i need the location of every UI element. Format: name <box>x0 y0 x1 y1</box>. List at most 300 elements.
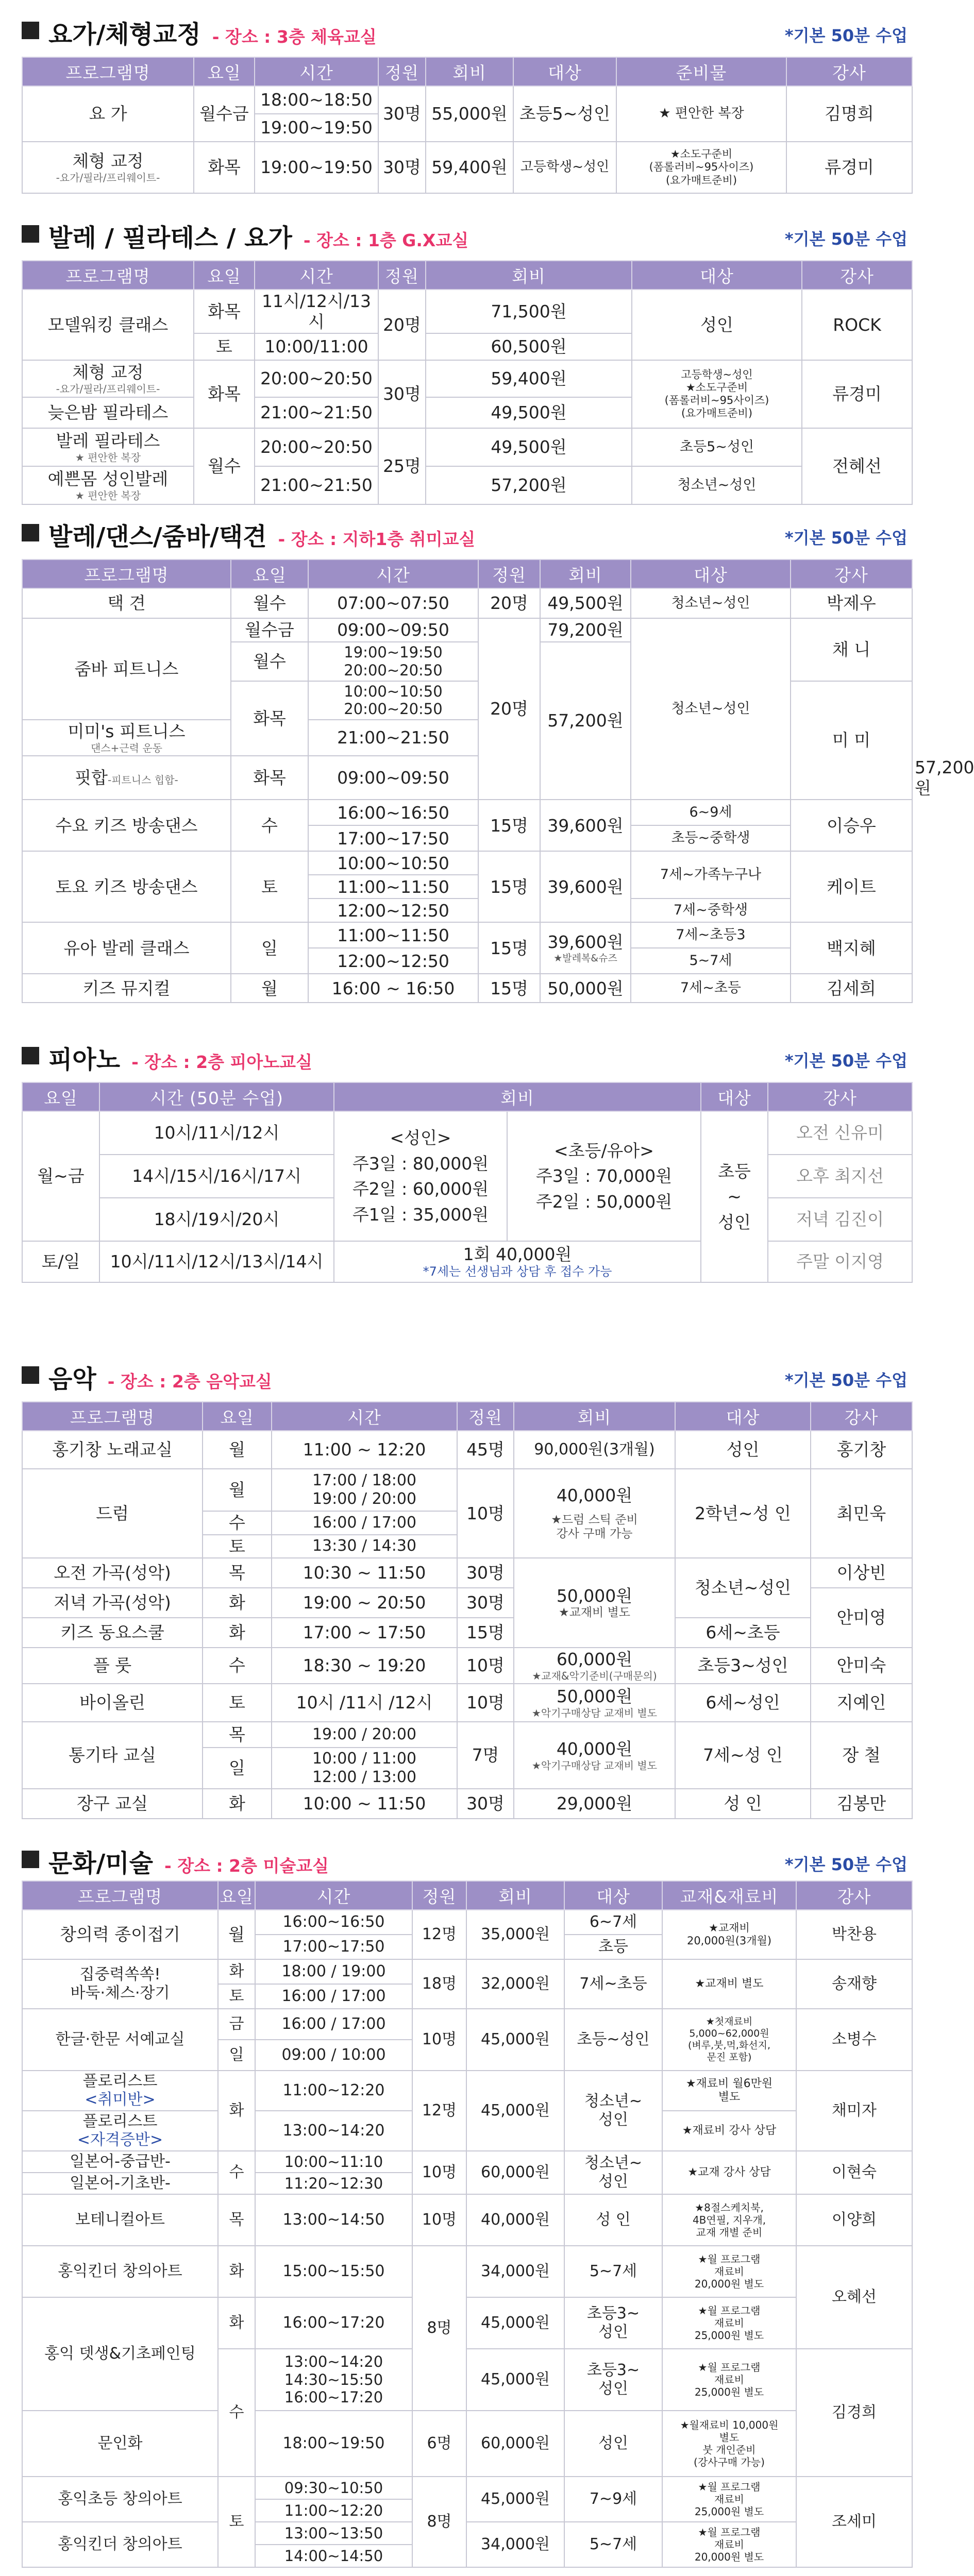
table-row <box>22 1241 912 1282</box>
teacher-cell: 박제우 <box>791 588 912 618</box>
capacity-cell: 7명 <box>457 1722 514 1789</box>
capacity-cell: 15명 <box>457 1618 514 1648</box>
capacity-cell: 10명 <box>412 2151 466 2194</box>
material-cell: ★월 프로그램 재료비 25,000원 별도 <box>662 2297 796 2349</box>
day-cell: 화목 <box>194 290 255 333</box>
teacher-cell: 안미숙 <box>811 1648 912 1684</box>
day-cell: 수 <box>231 800 308 851</box>
target-cell: 6~9세 <box>631 800 791 825</box>
col-header: 요일 <box>194 57 255 86</box>
teacher-cell: 안미영 <box>811 1588 912 1648</box>
schedule-table <box>22 260 913 505</box>
time-cell: 16:00 ~ 16:50 <box>308 974 478 1003</box>
day-cell: 화 <box>218 2297 255 2349</box>
teacher-cell: 김경희 <box>796 2349 912 2477</box>
time-cell: 13:30 / 14:30 <box>272 1535 457 1558</box>
program-name: 홍익킨더 창의아트 <box>22 2246 218 2297</box>
table-row <box>22 1111 912 1155</box>
col-header: 시간 <box>272 1402 457 1431</box>
program-subtitle: -요가/필라/프리웨이트- <box>56 382 160 395</box>
time-cell: 19:00~19:50 <box>255 142 378 193</box>
col-header: 강사 <box>802 261 912 290</box>
program-subtitle: <취미반> <box>85 2091 156 2109</box>
col-header: 프로그램명 <box>22 560 231 588</box>
fee-cell: 45,000원 <box>466 2071 564 2151</box>
class-length-note: *기본 50분 수업 <box>784 26 908 45</box>
time-cell: 19:00 ~ 20:50 <box>272 1588 457 1618</box>
day-cell: 월수금 <box>194 86 255 142</box>
day-cell: 일 <box>218 2040 255 2071</box>
col-header: 대상 <box>701 1082 768 1111</box>
target-cell: 초등~성인 <box>564 2009 662 2071</box>
adult-fee-cell: <성인> 주3일 : 80,000원 주2일 : 60,000원 주1일 : 35,000원 <box>334 1111 507 1241</box>
time-cell: 19:00~19:50 <box>255 114 378 142</box>
day-cell: 수 <box>203 1648 272 1684</box>
col-header: 회비 <box>426 261 632 290</box>
time-cell: 17:00 / 18:00 19:00 / 20:00 <box>272 1469 457 1511</box>
day-cell: 화 <box>203 1618 272 1648</box>
section-title: 문화/미술 - 장소 : 2층 미술교실 <box>48 1849 329 1878</box>
teacher-cell: 류경미 <box>802 360 912 428</box>
day-cell: 화 <box>218 1959 255 1984</box>
capacity-cell: 8명 <box>412 2477 466 2567</box>
time-cell: 16:00~16:50 <box>255 1910 412 1935</box>
day-cell: 수 <box>218 2349 255 2477</box>
target-cell: 청소년~성인 <box>632 466 802 504</box>
capacity-cell: 15명 <box>478 800 540 851</box>
section-title: 피아노 - 장소 : 2층 피아노교실 <box>48 1045 312 1074</box>
day-cell: 월수 <box>231 588 308 618</box>
capacity-cell: 12명 <box>412 2071 466 2151</box>
col-header: 대상 <box>631 560 791 588</box>
program-name: 홍익초등 창의아트 <box>22 2477 218 2522</box>
time-cell: 13:00~14:50 <box>255 2194 412 2246</box>
fee-cell: 49,500원 <box>540 588 631 618</box>
day-cell: 화목 <box>194 142 255 193</box>
fee-cell: 39,600원 ★발레복&슈즈 <box>540 922 631 974</box>
fee-cell: 32,000원 <box>466 1959 564 2009</box>
capacity-cell: 20명 <box>478 588 540 618</box>
time-cell: 12:00~12:50 <box>308 948 478 974</box>
time-cell: 10시/11시/12시 <box>99 1111 334 1155</box>
day-cell: 월수금 <box>231 618 308 642</box>
program-name: 수요 키즈 방송댄스 <box>22 800 231 851</box>
program-name: 장구 교실 <box>22 1789 203 1819</box>
program-name: 핏합-피트니스 힙합- <box>22 756 231 800</box>
table-row <box>22 2071 912 2111</box>
section-header <box>22 1839 912 1886</box>
time-cell: 15:00~15:50 <box>255 2246 412 2297</box>
fee-cell: 60,000원 <box>466 2411 564 2477</box>
section-music <box>22 1355 912 1870</box>
fee-cell: 45,000원 <box>466 2349 564 2411</box>
bullet-square-icon <box>22 1047 39 1064</box>
col-header: 교재&재료비 <box>662 1881 796 1910</box>
time-cell: 10:00 ~ 11:50 <box>272 1789 457 1819</box>
teacher-cell: ROCK <box>802 290 912 360</box>
time-cell: 11:00~11:50 <box>308 922 478 948</box>
fee-cell: 29,000원 <box>514 1789 675 1819</box>
bullet-square-icon <box>22 1366 39 1384</box>
time-cell: 18:00~19:50 <box>255 2411 412 2477</box>
program-name: 창의력 종이접기 <box>22 1910 218 1959</box>
teacher-cell: 케이트 <box>791 851 912 922</box>
fee-cell: 50,000원 ★교재비 별도 <box>514 1558 675 1648</box>
day-cell: 목 <box>218 2194 255 2246</box>
time-cell: 10시/11시/12시/13시/14시 <box>99 1241 334 1282</box>
time-cell: 11:00~11:50 <box>308 875 478 899</box>
program-name: 키즈 동요스쿨 <box>22 1618 203 1648</box>
fee-cell: 39,600원 <box>540 800 631 851</box>
target-cell: 고등학생~성인 ★소도구준비 (폼롤러비~95사이즈) (요가매트준비) <box>632 360 802 428</box>
table-row <box>22 1469 912 1511</box>
table-header-row <box>22 1402 912 1431</box>
fee-cell: 34,000원 <box>466 2522 564 2567</box>
col-header: 정원 <box>378 57 426 86</box>
fee-cell: 49,500원 <box>426 397 632 428</box>
fee-cell: 60,000원 ★교재&악기준비(구매문의) <box>514 1648 675 1684</box>
time-cell: 09:00~09:50 <box>308 756 478 800</box>
table-row <box>22 2411 912 2477</box>
program-subtitle: 댄스+근력 운동 <box>90 741 163 754</box>
fee-cell: 40,000원 ★악기구매상담 교재비 별도 <box>514 1722 675 1789</box>
fee-cell: 60,500원 <box>426 333 632 360</box>
class-length-note: *기본 50분 수업 <box>784 528 908 548</box>
teacher-cell: 송재향 <box>796 1959 912 2009</box>
teacher-cell: 지예인 <box>811 1684 912 1722</box>
material-cell: ★교재 강사 상담 <box>662 2151 796 2194</box>
day-cell: 수 <box>203 1511 272 1535</box>
fee-cell: 39,600원 <box>540 851 631 922</box>
program-name: 저녁 가곡(성악) <box>22 1588 203 1618</box>
col-header: 시간 <box>255 261 378 290</box>
teacher-cell: 김세희 <box>791 974 912 1003</box>
time-cell: 19:00~19:50 20:00~20:50 <box>308 642 478 681</box>
col-header: 정원 <box>378 261 426 290</box>
program-name: 한글·한문 서예교실 <box>22 2009 218 2071</box>
material-cell: ★첫재료비 5,000~62,000원 (벼루,붓,먹,화선지, 문진 포함) <box>662 2009 796 2071</box>
program-name: 보테니컬아트 <box>22 2194 218 2246</box>
day-cell: 화 <box>203 1588 272 1618</box>
col-header: 요일 <box>194 261 255 290</box>
col-header: 회비 <box>334 1082 701 1111</box>
col-header: 강사 <box>786 57 912 86</box>
target-cell: 고등학생~성인 <box>513 142 616 193</box>
schedule-table <box>22 57 913 194</box>
time-cell: 11시/12시/13시 <box>255 290 378 333</box>
day-cell: 토 <box>218 1984 255 2009</box>
time-cell: 16:00~17:20 <box>255 2297 412 2349</box>
teacher-cell: 최민욱 <box>811 1469 912 1558</box>
time-cell: 19:00 / 20:00 <box>272 1722 457 1748</box>
time-cell: 17:00 ~ 17:50 <box>272 1618 457 1648</box>
target-cell: 성 인 <box>675 1789 811 1819</box>
capacity-cell: 6명 <box>412 2411 466 2477</box>
time-cell: 21:00~21:50 <box>255 397 378 428</box>
class-length-note: *기본 50분 수업 <box>784 1051 908 1071</box>
target-cell: 청소년~성인 <box>631 618 791 800</box>
material-cell: ★교재비 20,000원(3개월) <box>662 1910 796 1959</box>
target-cell: 초등 ~ 성인 <box>701 1111 768 1282</box>
section-header <box>22 513 912 559</box>
target-cell: 초등3~ 성인 <box>564 2349 662 2411</box>
teacher-cell: 채 니 <box>791 618 912 681</box>
day-cell: 월 <box>203 1469 272 1511</box>
bullet-square-icon <box>22 1851 39 1868</box>
day-cell: 화목 <box>231 681 308 756</box>
material-cell: ★월 프로그램 재료비 20,000원 별도 <box>662 2522 796 2567</box>
table-row <box>22 360 912 397</box>
program-name: 택 견 <box>22 588 231 618</box>
target-cell: 성 인 <box>564 2194 662 2246</box>
target-cell: 초등~중학생 <box>631 825 791 851</box>
material-cell: ★월 프로그램 재료비 25,000원 별도 <box>662 2477 796 2522</box>
material-cell: ★월 프로그램 재료비 25,000원 별도 <box>662 2349 796 2411</box>
capacity-cell: 10명 <box>457 1684 514 1722</box>
table-header-row <box>22 1082 912 1111</box>
col-header: 시간 <box>255 57 378 86</box>
day-cell: 화목 <box>194 360 255 428</box>
fee-cell: 59,400원 <box>426 142 513 193</box>
time-cell: 17:00~17:50 <box>308 825 478 851</box>
teacher-cell: 장 철 <box>811 1722 912 1789</box>
day-cell: 목 <box>203 1722 272 1748</box>
time-cell: 16:00~16:50 <box>308 800 478 825</box>
col-header: 대상 <box>632 261 802 290</box>
target-cell: 초등5~성인 <box>632 428 802 466</box>
time-cell: 09:00 / 10:00 <box>255 2040 412 2071</box>
table-row <box>22 2246 912 2297</box>
col-header: 회비 <box>540 560 631 588</box>
time-cell: 18시/19시/20시 <box>99 1198 334 1241</box>
teacher-cell: 이상빈 <box>811 1558 912 1588</box>
time-cell: 20:00~20:50 <box>255 360 378 397</box>
col-header: 정원 <box>478 560 540 588</box>
col-header: 준비물 <box>616 57 786 86</box>
col-header: 회비 <box>466 1881 564 1910</box>
bullet-square-icon <box>22 225 39 243</box>
col-header: 대상 <box>513 57 616 86</box>
teacher-cell: 백지혜 <box>791 922 912 974</box>
time-cell: 11:00~12:20 <box>255 2499 412 2522</box>
table-row <box>22 922 912 948</box>
teacher-cell: 류경미 <box>786 142 912 193</box>
col-header: 강사 <box>811 1402 912 1431</box>
table-row <box>22 1618 912 1648</box>
section-yoga <box>22 10 912 187</box>
fee-cell: 40,000원 <box>466 2194 564 2246</box>
day-cell: 토 <box>231 851 308 922</box>
program-name: 예쁜몸 성인발레 ★ 편안한 복장 <box>22 466 194 504</box>
program-name: 바이올린 <box>22 1684 203 1722</box>
fee-note: ★교재&악기준비(구매문의) <box>532 1669 657 1682</box>
day-cell: 월 <box>203 1431 272 1469</box>
day-cell: 토 <box>203 1684 272 1722</box>
day-cell: 토/일 <box>22 1241 99 1282</box>
target-cell: 6~7세 <box>564 1910 662 1935</box>
col-header: 시간 <box>255 1881 412 1910</box>
teacher-cell: 저녁 김진이 <box>768 1198 912 1241</box>
table-row <box>22 588 912 618</box>
teacher-cell: 홍기창 <box>811 1431 912 1469</box>
teacher-cell: 김명희 <box>786 86 912 142</box>
target-cell: 청소년~성인 <box>631 588 791 618</box>
material-cell: ★재료비 월6만원 별도 <box>662 2071 796 2111</box>
col-header: 회비 <box>426 57 513 86</box>
target-cell: 성인 <box>632 290 802 360</box>
col-header: 요일 <box>231 560 308 588</box>
table-row <box>22 1722 912 1748</box>
col-header: 프로그램명 <box>22 57 194 86</box>
section-location: - 장소 : 2층 피아노교실 <box>131 1052 312 1072</box>
capacity-cell: 30명 <box>457 1789 514 1819</box>
col-header: 프로그램명 <box>22 1881 218 1910</box>
target-cell: 청소년~성인 <box>675 1558 811 1618</box>
day-cell: 월수 <box>231 642 308 681</box>
time-cell: 13:00~14:20 14:30~15:50 16:00~17:20 <box>255 2349 412 2411</box>
teacher-cell: 미 미 <box>791 681 912 800</box>
table-row <box>22 142 912 193</box>
capacity-cell: 10명 <box>457 1469 514 1558</box>
section-piano <box>22 1036 912 1283</box>
program-name: 플로리스트 <자격증반> <box>22 2111 218 2151</box>
fee-cell: 35,000원 <box>466 1910 564 1959</box>
time-cell: 12:00~12:50 <box>308 899 478 922</box>
prep-cell: ★ 편안한 복장 <box>616 86 786 142</box>
capacity-cell: 15명 <box>478 974 540 1003</box>
capacity-cell: 30명 <box>457 1558 514 1588</box>
day-cell: 화목 <box>231 756 308 800</box>
teacher-cell: 오후 최지선 <box>768 1155 912 1198</box>
fee-note: ★악기구매상담 교재비 별도 <box>531 1759 658 1772</box>
time-cell: 21:00~21:50 <box>308 720 478 756</box>
prep-cell: ★소도구준비 (폼롤러비~95사이즈) (요가매트준비) <box>616 142 786 193</box>
program-name: 모델워킹 클래스 <box>22 290 194 360</box>
section-title: 음악 - 장소 : 2층 음악교실 <box>48 1365 272 1394</box>
col-header: 대상 <box>675 1402 811 1431</box>
teacher-cell: 전혜선 <box>802 428 912 504</box>
program-name: 오전 가곡(성악) <box>22 1558 203 1588</box>
time-cell: 16:00 / 17:00 <box>255 1984 412 2009</box>
table-row <box>22 800 912 825</box>
time-cell: 10:00/11:00 <box>255 333 378 360</box>
table-row: 핏합-피트니스 힙합- 화목 09:00~09:50 57,200원 <box>22 756 912 800</box>
time-cell: 10:30 ~ 11:50 <box>272 1558 457 1588</box>
time-cell: 18:30 ~ 19:20 <box>272 1648 457 1684</box>
capacity-cell: 30명 <box>378 360 426 428</box>
fee-cell: 57,200원 <box>426 466 632 504</box>
class-length-note: *기본 50분 수업 <box>784 1370 908 1390</box>
fee-cell: 71,500원 <box>426 290 632 333</box>
fee-cell: 59,400원 <box>426 360 632 397</box>
fee-cell: 40,000원 ★드럼 스틱 준비 강사 구매 가능 <box>514 1469 675 1558</box>
section-location: - 장소 : 2층 미술교실 <box>164 1856 329 1876</box>
time-cell: 11:00~12:20 <box>255 2071 412 2111</box>
table-header-row <box>22 560 912 588</box>
time-cell: 10:00~11:10 <box>255 2151 412 2173</box>
fee-cell: 34,000원 <box>466 2246 564 2297</box>
time-cell: 17:00~17:50 <box>255 1935 412 1959</box>
table-row <box>22 1431 912 1469</box>
table-header-row <box>22 1881 912 1910</box>
capacity-cell: 25명 <box>378 428 426 504</box>
material-cell: ★재료비 강사 상담 <box>662 2111 796 2151</box>
teacher-cell: 오전 신유미 <box>768 1111 912 1155</box>
table-row <box>22 1959 912 1984</box>
capacity-cell: 10명 <box>457 1648 514 1684</box>
section-ballet-pilates <box>22 214 912 513</box>
capacity-cell: 30명 <box>378 142 426 193</box>
fee-cell: 90,000원(3개월) <box>514 1431 675 1469</box>
time-cell: 07:00~07:50 <box>308 588 478 618</box>
fee-cell: 45,000원 <box>466 2297 564 2349</box>
target-cell: 청소년~ 성인 <box>564 2071 662 2151</box>
section-dance <box>22 513 974 1028</box>
target-cell: 7세~중학생 <box>631 899 791 922</box>
capacity-cell: 30명 <box>457 1588 514 1618</box>
program-name: 유아 발레 클래스 <box>22 922 231 974</box>
day-cell: 금 <box>218 2009 255 2040</box>
program-name: 일본어-기초반- <box>22 2173 218 2194</box>
teacher-cell: 소병수 <box>796 2009 912 2071</box>
col-header: 강사 <box>768 1082 912 1111</box>
col-header: 프로그램명 <box>22 1402 203 1431</box>
time-cell: 14시/15시/16시/17시 <box>99 1155 334 1198</box>
target-cell: 6세~초등 <box>675 1618 811 1648</box>
target-cell: 7세~성 인 <box>675 1722 811 1789</box>
fee-cell: 60,000원 <box>466 2151 564 2194</box>
col-header: 강사 <box>796 1881 912 1910</box>
teacher-cell: 김봉만 <box>811 1789 912 1819</box>
fee-cell: 57,200원 <box>540 642 631 800</box>
fee-cell: 50,000원 ★악기구매상담 교재비 별도 <box>514 1684 675 1722</box>
time-cell: 13:00~14:20 <box>255 2111 412 2151</box>
day-cell: 월~금 <box>22 1111 99 1241</box>
class-length-note: *기본 50분 수업 <box>784 1855 908 1874</box>
table-header-row <box>22 57 912 86</box>
time-cell: 11:00 ~ 12:20 <box>272 1431 457 1469</box>
table-row <box>22 618 912 642</box>
time-cell: 10:00~10:50 <box>308 851 478 875</box>
kid-fee-cell: <초등/유아> 주3일 : 70,000원 주2일 : 50,000원 <box>507 1111 701 1241</box>
section-location: - 장소 : 2층 음악교실 <box>107 1371 272 1392</box>
day-cell: 일 <box>231 922 308 974</box>
schedule-table <box>22 1401 913 1819</box>
program-subtitle: -요가/필라/프리웨이트- <box>56 171 160 184</box>
program-name: 통기타 교실 <box>22 1722 203 1789</box>
section-title: 발레 / 필라테스 / 요가 - 장소 : 1층 G.X교실 <box>48 224 469 252</box>
fee-note: *7세는 선생님과 상담 후 접수 가능 <box>423 1264 612 1279</box>
target-cell: 초등3~ 성인 <box>564 2297 662 2349</box>
section-location: - 장소 : 3층 체육교실 <box>212 27 377 47</box>
section-header <box>22 10 912 57</box>
day-cell: 화 <box>203 1789 272 1819</box>
table-row <box>22 290 912 333</box>
time-cell: 10시 /11시 /12시 <box>272 1684 457 1722</box>
day-cell: 월수 <box>194 428 255 504</box>
program-subtitle: <자격증반> <box>77 2131 163 2149</box>
section-culture-art <box>22 1839 912 2576</box>
teacher-cell: 오혜선 <box>796 2246 912 2349</box>
col-header: 시간 <box>308 560 478 588</box>
col-header: 프로그램명 <box>22 261 194 290</box>
time-cell: 14:00~14:50 <box>255 2545 412 2567</box>
program-name: 늦은밤 필라테스 <box>22 397 194 428</box>
table-row <box>22 2522 912 2545</box>
time-cell: 16:00 / 17:00 <box>272 1511 457 1535</box>
target-cell: 성인 <box>564 2411 662 2477</box>
program-name: 요 가 <box>22 86 194 142</box>
